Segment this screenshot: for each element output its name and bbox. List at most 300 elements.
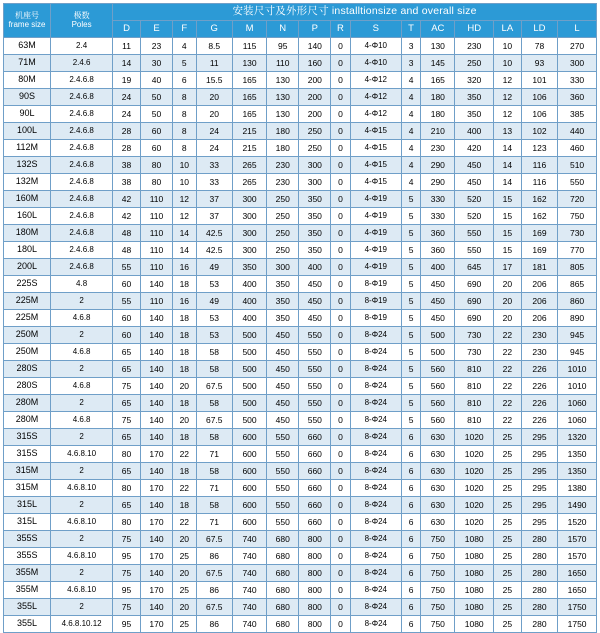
cell-r: 0: [331, 616, 350, 633]
cell-m: 600: [232, 497, 266, 514]
cell-e: 110: [140, 259, 172, 276]
cell-m: 130: [232, 55, 266, 72]
cell-l: 330: [558, 72, 597, 89]
cell-la: 22: [493, 327, 521, 344]
cell-la: 25: [493, 531, 521, 548]
cell-poles: 2.4.6.8: [51, 123, 113, 140]
cell-s: 8-Φ24: [350, 395, 401, 412]
table-row: [4, 429, 597, 446]
cell-f: 18: [173, 276, 197, 293]
cell-ac: 210: [421, 123, 455, 140]
cell-g: 53: [196, 310, 232, 327]
cell-ld: 295: [521, 446, 557, 463]
cell-la: 22: [493, 361, 521, 378]
cell-d: 65: [113, 463, 141, 480]
table-row: [4, 582, 597, 599]
cell-ac: 630: [421, 429, 455, 446]
cell-d: 80: [113, 446, 141, 463]
cell-e: 140: [140, 412, 172, 429]
cell-ac: 560: [421, 412, 455, 429]
cell-poles: 4.6.8.10: [51, 480, 113, 497]
cell-g: 37: [196, 191, 232, 208]
cell-poles: 2: [51, 327, 113, 344]
table-head: [4, 4, 597, 38]
cell-ac: 630: [421, 497, 455, 514]
cell-s: 4-Φ19: [350, 225, 401, 242]
cell-r: 0: [331, 225, 350, 242]
cell-e: 140: [140, 531, 172, 548]
cell-d: 75: [113, 378, 141, 395]
cell-e: 110: [140, 225, 172, 242]
cell-t: 4: [401, 174, 420, 191]
cell-l: 860: [558, 293, 597, 310]
cell-la: 14: [493, 174, 521, 191]
cell-ld: 123: [521, 140, 557, 157]
cell-d: 19: [113, 72, 141, 89]
cell-n: 450: [267, 412, 299, 429]
cell-ac: 630: [421, 480, 455, 497]
cell-d: 80: [113, 514, 141, 531]
cell-ld: 226: [521, 361, 557, 378]
cell-frame-size: 355S: [4, 531, 51, 548]
cell-ld: 280: [521, 565, 557, 582]
cell-s: 8-Φ24: [350, 514, 401, 531]
cell-la: 15: [493, 191, 521, 208]
cell-f: 8: [173, 89, 197, 106]
cell-g: 11: [196, 55, 232, 72]
cell-la: 14: [493, 140, 521, 157]
table-row: [4, 191, 597, 208]
cell-n: 250: [267, 225, 299, 242]
cell-ac: 630: [421, 463, 455, 480]
cell-t: 6: [401, 429, 420, 446]
cell-s: 8-Φ19: [350, 310, 401, 327]
cell-m: 350: [232, 259, 266, 276]
table-row: [4, 531, 597, 548]
cell-frame-size: 132S: [4, 157, 51, 174]
cell-hd: 1020: [455, 446, 494, 463]
cell-g: 67.5: [196, 531, 232, 548]
cell-f: 16: [173, 259, 197, 276]
cell-l: 460: [558, 140, 597, 157]
cell-p: 800: [299, 616, 331, 633]
cell-r: 0: [331, 259, 350, 276]
cell-l: 720: [558, 191, 597, 208]
cell-poles: 2.4.6.8: [51, 191, 113, 208]
cell-ac: 750: [421, 582, 455, 599]
cell-ld: 162: [521, 191, 557, 208]
cell-l: 750: [558, 208, 597, 225]
cell-g: 58: [196, 395, 232, 412]
table-row: [4, 293, 597, 310]
cell-n: 450: [267, 361, 299, 378]
table-row: [4, 378, 597, 395]
cell-p: 550: [299, 361, 331, 378]
cell-g: 20: [196, 106, 232, 123]
cell-t: 6: [401, 446, 420, 463]
cell-n: 450: [267, 395, 299, 412]
cell-n: 230: [267, 174, 299, 191]
cell-f: 14: [173, 225, 197, 242]
cell-g: 58: [196, 429, 232, 446]
cell-r: 0: [331, 480, 350, 497]
cell-t: 5: [401, 344, 420, 361]
cell-s: 4-Φ15: [350, 157, 401, 174]
cell-ac: 750: [421, 616, 455, 633]
table-row: [4, 327, 597, 344]
cell-frame-size: 225M: [4, 293, 51, 310]
cell-n: 130: [267, 89, 299, 106]
cell-p: 550: [299, 378, 331, 395]
table-row: [4, 599, 597, 616]
cell-l: 550: [558, 174, 597, 191]
cell-poles: 2: [51, 463, 113, 480]
cell-g: 33: [196, 174, 232, 191]
cell-p: 350: [299, 191, 331, 208]
cell-la: 14: [493, 157, 521, 174]
cell-ac: 630: [421, 446, 455, 463]
cell-d: 95: [113, 548, 141, 565]
cell-n: 300: [267, 259, 299, 276]
cell-ac: 450: [421, 276, 455, 293]
cell-ld: 295: [521, 463, 557, 480]
column-header-ld: LD: [521, 21, 557, 38]
cell-s: 8-Φ24: [350, 429, 401, 446]
cell-p: 800: [299, 565, 331, 582]
cell-la: 15: [493, 208, 521, 225]
cell-f: 10: [173, 157, 197, 174]
cell-n: 550: [267, 429, 299, 446]
cell-la: 22: [493, 412, 521, 429]
cell-g: 42.5: [196, 225, 232, 242]
cell-t: 4: [401, 123, 420, 140]
cell-ac: 500: [421, 344, 455, 361]
cell-hd: 1020: [455, 429, 494, 446]
cell-f: 8: [173, 106, 197, 123]
cell-t: 6: [401, 616, 420, 633]
cell-ac: 560: [421, 378, 455, 395]
table-row: [4, 361, 597, 378]
cell-t: 5: [401, 208, 420, 225]
cell-t: 3: [401, 38, 420, 55]
cell-e: 140: [140, 378, 172, 395]
column-header-m: M: [232, 21, 266, 38]
cell-la: 22: [493, 395, 521, 412]
cell-l: 270: [558, 38, 597, 55]
cell-l: 1750: [558, 599, 597, 616]
cell-d: 65: [113, 395, 141, 412]
cell-t: 5: [401, 310, 420, 327]
cell-r: 0: [331, 123, 350, 140]
table-row: [4, 616, 597, 633]
cell-l: 440: [558, 123, 597, 140]
cell-ac: 230: [421, 140, 455, 157]
cell-hd: 230: [455, 38, 494, 55]
column-header-hd: HD: [455, 21, 494, 38]
cell-hd: 1080: [455, 599, 494, 616]
cell-f: 18: [173, 463, 197, 480]
cell-e: 110: [140, 293, 172, 310]
cell-m: 300: [232, 225, 266, 242]
cell-ac: 560: [421, 361, 455, 378]
cell-p: 350: [299, 225, 331, 242]
cell-p: 400: [299, 259, 331, 276]
cell-e: 110: [140, 191, 172, 208]
installation-dimensions-table: [3, 3, 597, 633]
table-row: [4, 140, 597, 157]
cell-n: 450: [267, 327, 299, 344]
cell-la: 10: [493, 38, 521, 55]
cell-hd: 450: [455, 157, 494, 174]
cell-l: 1650: [558, 582, 597, 599]
cell-t: 4: [401, 157, 420, 174]
cell-poles: 2.4.6.8: [51, 157, 113, 174]
cell-la: 10: [493, 55, 521, 72]
cell-frame-size: 225S: [4, 276, 51, 293]
cell-d: 95: [113, 616, 141, 633]
cell-t: 6: [401, 565, 420, 582]
cell-d: 28: [113, 123, 141, 140]
cell-m: 740: [232, 531, 266, 548]
table-row: [4, 446, 597, 463]
cell-l: 1060: [558, 395, 597, 412]
cell-r: 0: [331, 276, 350, 293]
cell-s: 8-Φ19: [350, 276, 401, 293]
cell-frame-size: 315S: [4, 429, 51, 446]
cell-ld: 106: [521, 89, 557, 106]
cell-ld: 295: [521, 429, 557, 446]
cell-la: 22: [493, 344, 521, 361]
cell-l: 385: [558, 106, 597, 123]
cell-n: 180: [267, 140, 299, 157]
cell-e: 140: [140, 565, 172, 582]
cell-hd: 1080: [455, 616, 494, 633]
cell-s: 8-Φ24: [350, 599, 401, 616]
cell-ac: 750: [421, 531, 455, 548]
cell-s: 4-Φ19: [350, 242, 401, 259]
cell-d: 24: [113, 106, 141, 123]
cell-m: 500: [232, 327, 266, 344]
cell-frame-size: 200L: [4, 259, 51, 276]
cell-n: 680: [267, 531, 299, 548]
cell-p: 550: [299, 344, 331, 361]
cell-f: 18: [173, 327, 197, 344]
cell-n: 110: [267, 55, 299, 72]
cell-t: 5: [401, 259, 420, 276]
cell-g: 33: [196, 157, 232, 174]
cell-r: 0: [331, 514, 350, 531]
cell-e: 50: [140, 89, 172, 106]
cell-e: 140: [140, 276, 172, 293]
cell-d: 28: [113, 140, 141, 157]
cell-f: 5: [173, 55, 197, 72]
cell-r: 0: [331, 38, 350, 55]
cell-frame-size: 250M: [4, 327, 51, 344]
cell-ld: 295: [521, 514, 557, 531]
cell-e: 170: [140, 514, 172, 531]
cell-hd: 730: [455, 327, 494, 344]
cell-t: 3: [401, 55, 420, 72]
cell-s: 8-Φ24: [350, 548, 401, 565]
cell-hd: 1080: [455, 548, 494, 565]
cell-la: 22: [493, 378, 521, 395]
cell-s: 4-Φ15: [350, 123, 401, 140]
table-row: [4, 123, 597, 140]
frame-size-header-en: frame size: [8, 19, 46, 29]
cell-p: 660: [299, 429, 331, 446]
cell-g: 24: [196, 123, 232, 140]
cell-p: 550: [299, 412, 331, 429]
cell-hd: 1020: [455, 497, 494, 514]
cell-g: 42.5: [196, 242, 232, 259]
cell-la: 20: [493, 276, 521, 293]
cell-hd: 350: [455, 106, 494, 123]
cell-m: 600: [232, 480, 266, 497]
cell-ld: 106: [521, 106, 557, 123]
cell-ac: 145: [421, 55, 455, 72]
table-row: [4, 225, 597, 242]
cell-r: 0: [331, 327, 350, 344]
cell-poles: 4.6.8: [51, 378, 113, 395]
cell-t: 5: [401, 361, 420, 378]
cell-s: 8-Φ24: [350, 344, 401, 361]
cell-f: 18: [173, 429, 197, 446]
cell-poles: 2.4.6.8: [51, 89, 113, 106]
cell-l: 300: [558, 55, 597, 72]
cell-s: 8-Φ24: [350, 378, 401, 395]
cell-frame-size: 71M: [4, 55, 51, 72]
cell-poles: 4.8: [51, 276, 113, 293]
cell-poles: 2.4.6.8: [51, 225, 113, 242]
cell-s: 8-Φ24: [350, 497, 401, 514]
cell-g: 8.5: [196, 38, 232, 55]
cell-d: 48: [113, 225, 141, 242]
cell-frame-size: 355L: [4, 616, 51, 633]
cell-ld: 226: [521, 412, 557, 429]
cell-ld: 206: [521, 276, 557, 293]
cell-p: 800: [299, 548, 331, 565]
cell-ld: 169: [521, 242, 557, 259]
cell-g: 15.5: [196, 72, 232, 89]
cell-l: 1320: [558, 429, 597, 446]
cell-hd: 690: [455, 310, 494, 327]
cell-r: 0: [331, 412, 350, 429]
cell-g: 58: [196, 344, 232, 361]
cell-t: 4: [401, 89, 420, 106]
cell-f: 18: [173, 497, 197, 514]
cell-poles: 2: [51, 293, 113, 310]
cell-e: 30: [140, 55, 172, 72]
cell-r: 0: [331, 395, 350, 412]
cell-l: 1060: [558, 412, 597, 429]
cell-ac: 630: [421, 514, 455, 531]
cell-s: 4-Φ19: [350, 191, 401, 208]
cell-hd: 810: [455, 412, 494, 429]
table-row: [4, 412, 597, 429]
cell-la: 25: [493, 548, 521, 565]
cell-f: 20: [173, 412, 197, 429]
cell-r: 0: [331, 344, 350, 361]
cell-hd: 1080: [455, 531, 494, 548]
cell-d: 55: [113, 259, 141, 276]
cell-la: 12: [493, 72, 521, 89]
cell-ac: 165: [421, 72, 455, 89]
cell-la: 25: [493, 599, 521, 616]
cell-ld: 226: [521, 395, 557, 412]
cell-s: 8-Φ24: [350, 616, 401, 633]
cell-g: 37: [196, 208, 232, 225]
cell-ac: 290: [421, 174, 455, 191]
cell-e: 170: [140, 582, 172, 599]
cell-m: 600: [232, 514, 266, 531]
cell-p: 140: [299, 38, 331, 55]
cell-r: 0: [331, 599, 350, 616]
cell-g: 67.5: [196, 599, 232, 616]
cell-l: 770: [558, 242, 597, 259]
frame-size-header-cn: 机座号: [15, 11, 40, 21]
cell-d: 65: [113, 429, 141, 446]
cell-frame-size: 90S: [4, 89, 51, 106]
cell-p: 660: [299, 497, 331, 514]
cell-p: 800: [299, 582, 331, 599]
cell-frame-size: 315M: [4, 480, 51, 497]
cell-p: 450: [299, 310, 331, 327]
cell-ac: 560: [421, 395, 455, 412]
column-header-n: N: [267, 21, 299, 38]
cell-ld: 280: [521, 582, 557, 599]
cell-la: 25: [493, 446, 521, 463]
cell-e: 23: [140, 38, 172, 55]
cell-n: 250: [267, 191, 299, 208]
cell-s: 8-Φ24: [350, 582, 401, 599]
cell-s: 8-Φ24: [350, 565, 401, 582]
cell-hd: 320: [455, 72, 494, 89]
cell-e: 170: [140, 548, 172, 565]
table-row: [4, 106, 597, 123]
poles-header-en: Poles: [71, 19, 92, 29]
cell-la: 25: [493, 582, 521, 599]
table-row: [4, 480, 597, 497]
cell-frame-size: 355M: [4, 582, 51, 599]
cell-la: 20: [493, 310, 521, 327]
cell-ld: 280: [521, 531, 557, 548]
cell-r: 0: [331, 429, 350, 446]
cell-d: 75: [113, 599, 141, 616]
table-body: [4, 38, 597, 633]
cell-ac: 400: [421, 259, 455, 276]
cell-p: 800: [299, 599, 331, 616]
column-header-l: L: [558, 21, 597, 38]
cell-e: 140: [140, 429, 172, 446]
cell-ld: 102: [521, 123, 557, 140]
cell-m: 740: [232, 582, 266, 599]
cell-ac: 290: [421, 157, 455, 174]
cell-r: 0: [331, 582, 350, 599]
cell-f: 20: [173, 531, 197, 548]
cell-la: 25: [493, 565, 521, 582]
cell-d: 80: [113, 480, 141, 497]
cell-d: 65: [113, 344, 141, 361]
cell-la: 25: [493, 463, 521, 480]
cell-p: 350: [299, 242, 331, 259]
cell-hd: 1020: [455, 480, 494, 497]
cell-ld: 169: [521, 225, 557, 242]
cell-poles: 2.4.6.8: [51, 106, 113, 123]
cell-r: 0: [331, 463, 350, 480]
cell-s: 8-Φ24: [350, 412, 401, 429]
cell-hd: 250: [455, 55, 494, 72]
cell-poles: 2.4.6.8: [51, 140, 113, 157]
